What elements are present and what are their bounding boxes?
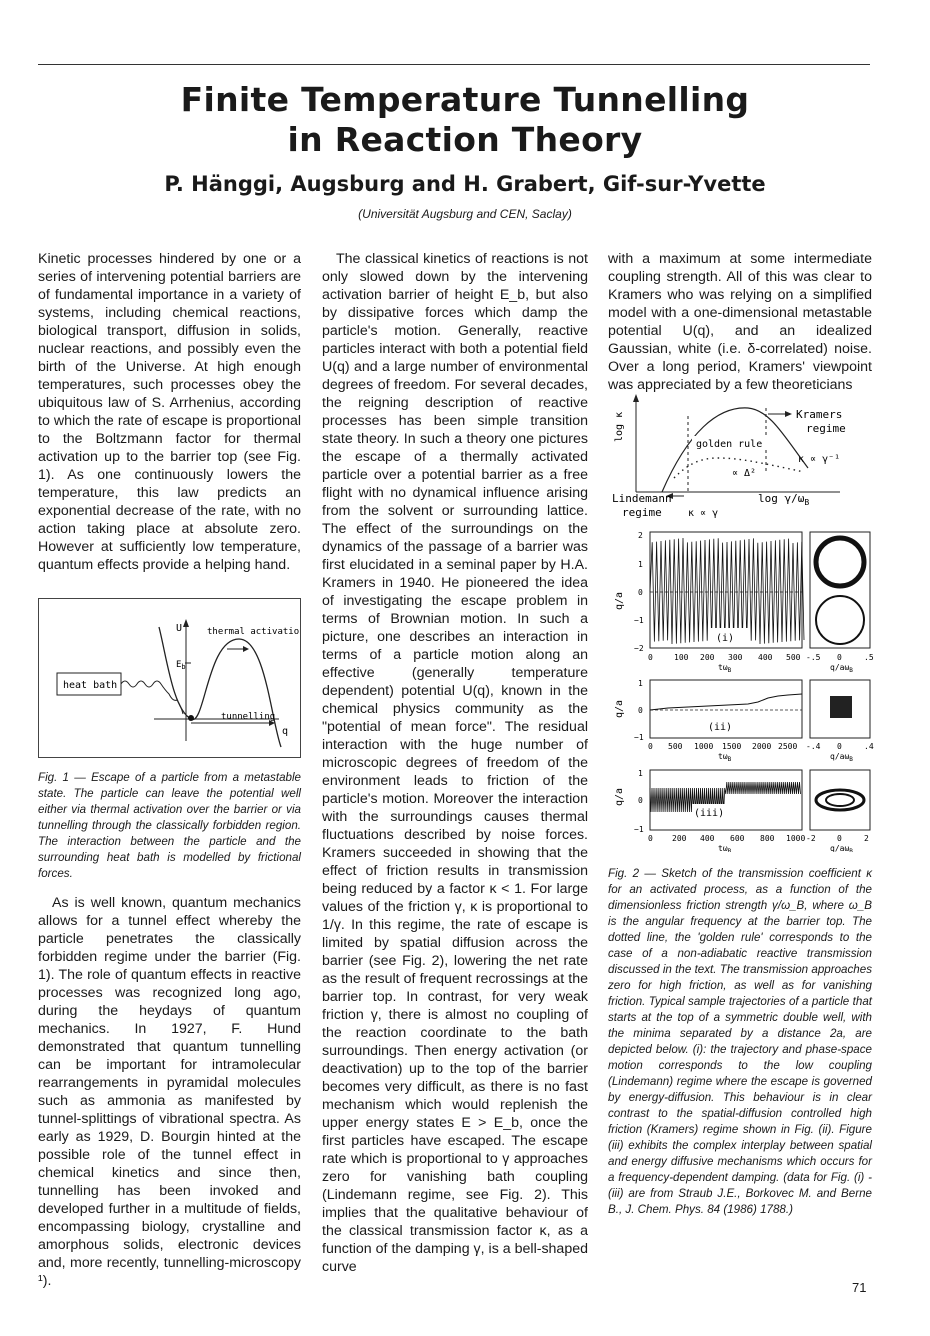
panel-i-ytick: 1: [638, 560, 643, 569]
column-1-continued: [38, 894, 301, 1290]
figure-2-diagram: [608, 392, 884, 852]
column-2: [322, 250, 588, 1276]
panel-iii-xtick: 1000: [786, 834, 806, 843]
figure-1-caption: Fig. 1 — Escape of a particle from a metastable state. The particle can leave the potential well either via thermal activation over the barrier or via tunnelling through the classically forbidden region. The interaction between the particle and the surrounding heat bath is modelled by frictional forces.: [38, 771, 301, 880]
panel-ii-phase-xlabel: $q/a\omega_B$: [830, 752, 853, 763]
panel-iii-xtick: 200: [672, 834, 687, 843]
thermal-activation-label: thermal activation: [207, 627, 300, 637]
panel-iii-xtick: 0: [648, 834, 653, 843]
panel-i-ytick: −1: [634, 616, 644, 625]
panel-ii: [614, 679, 874, 763]
kramers-arrowhead: [785, 411, 792, 417]
panel-iii-phase-xtick: 0: [837, 834, 842, 843]
panel-iii-phase-xlabel: $q/a\omega_B$: [830, 844, 853, 852]
authors: P. Hänggi, Augsburg and H. Grabert, Gif-sur-Yvette: [164, 172, 766, 196]
panel-ii-ytick: 1: [638, 679, 643, 688]
lindemann-label: Lindemann: [612, 492, 672, 505]
panel-ii-phase-xtick: .4: [864, 742, 874, 751]
panel-i-ylabel: q/a: [614, 591, 625, 610]
article-title: [0, 80, 930, 160]
heat-bath-label: heat bath: [63, 680, 118, 691]
panel-i-label: (i): [716, 633, 735, 644]
figure-2-caption: Fig. 2 — Sketch of the transmission coefficient κ for an activated process, as a function of the dimensionless friction strength γ/ω_B, where ω_B is the angular frequency at the barrier top. The dotted line, the 'golden rule' corresponds to the case of a non-adiabatic reactive transmission discussed in the text. The transmission approaches zero for high friction, as well as for vanishing friction. Typical sample trajectories of a particle that starts at the top of a symmetric double well, with the minima separated by a distance 2a, are depicted below. (i): the trajectory and phase-space motion corresponds to the low coupling (Lindemann) regime where the escape is governed by energy-diffusion. This behaviour is in clear contrast to the spatial-diffusion controlled high friction (Kramers) regime shown in Fig. (ii). Figure (iii) exhibits the complex interplay between spatial and energy diffusive mechanisms which occurs for a frequency-dependent damping. (data for Fig. (i) - (iii) are from Straub J.E., Borkovec M. and Berne B., J. Chem. Phys. 84 (1986) 1788.): [608, 867, 872, 1216]
figure-1-diagram: [39, 599, 300, 757]
panel-i-xtick: 300: [728, 653, 743, 662]
panel-iii-xlabel: $t\omega_B$: [718, 844, 732, 852]
panel-i-xtick: 200: [700, 653, 715, 662]
panel-ii-ylabel: q/a: [614, 699, 625, 718]
panel-i-phase-xtick: 0: [837, 653, 842, 662]
panel-i-xlabel: $t\omega_B$: [718, 663, 732, 674]
kappa-axis-arrowhead: [633, 394, 639, 402]
panel-ii-trajectory: [650, 694, 802, 710]
panel-ii-xtick: 0: [648, 742, 653, 751]
lindemann-regime-label: regime: [622, 506, 662, 519]
panel-ii-ytick: 0: [638, 706, 643, 715]
panel-iii-label: (iii): [694, 808, 725, 819]
paragraph: The classical kinetics of reactions is not only slowed down by the intervening activation barrier of height E_b, but also by dissipative forces which damp the particle's motion. Generally, reactive particles interact with both a potential field U(q) and a large number of environmental degrees of freedom. For several decades, the reigning description of reactive processes has been simple transition state theory. In such a theory one pictures the escape of a thermally activated particle over a potential barrier as a free flight with no dynamical influence arising from the solvent or surrounding lattice. The effect of the surroundings on the dynamics of the passage of a barrier was first elucidated in a seminal paper by H.A. Kramers in 1940. He pioneered the idea of investigating the escape problem in terms of Brownian motion. In such a picture, one describes an interaction in terms of a particle motion along an effective (generally temperature dependent) potential U(q), known in the chemical physics community as the "potential of mean force". The residual interaction with the huge number of microscopic degrees of freedom of the environment leads to friction of the particle's motion. Moreover the interaction with the surroundings causes thermal fluctuations described by noise forces. Kramers succeeded in showing that the effect of friction results in transmission being reduced by a factor κ < 1. For large values of the friction γ, κ is proportional to 1/γ. In this regime, the rate of escape is limited by spatial diffusion across the barrier (see Fig. 2), lowering the net rate as the result of frequent recrossings at the barrier top. In contrast, for very weak friction γ, there is almost no coupling of the reaction coordinate to the bath surroundings. Then energy activation (or deactivation) up to the top of the barrier becomes very difficult, as there is no fast mechanism which would replenish the upper energy states E > E_b, once the first particles have escaped. The escape rate which is proportional to γ approaches zero for vanishing bath coupling (Lindemann regime, see Fig. 2). This implies that the qualitative behaviour of the classical transmission factor κ, as a function of the damping γ, is a bell-shaped curve: [322, 251, 588, 1275]
panel-iii-xtick: 400: [700, 834, 715, 843]
panel-i-phase-xtick: .5: [864, 653, 874, 662]
u-label: U: [176, 623, 183, 634]
eb-label: $E_b$: [176, 660, 186, 671]
panel-ii-xtick: 2000: [752, 742, 772, 751]
panel-ii-xtick: 2500: [778, 742, 798, 751]
panel-iii-phase-xtick: 2: [864, 834, 869, 843]
paragraph: As is well known, quantum mechanics allows for a tunnel effect whereby the particle penetrates the classically forbidden regime under the barrier (Fig. 1). The role of quantum effects in reactive processes was recognized long ago, during the heydays of quantum mechanics. In 1927, F. Hund demonstrated that quantum tunnelling can be important for intramolecular rearrangements in pyramidal molecules such as ammonia as manifested by tunnel-splittings of vibrational spectra. As early as 1929, D. Bourgin hinted at the possible role of the tunnel effect in chemical kinetics and since then, tunnelling has been invoked and developed further in a multitude of fields, encompassing biology, crystalline and amorphous solids, electronic devices and, more recently, tunnelling-microscopy ¹).: [38, 895, 301, 1289]
panel-i-ytick: 0: [638, 588, 643, 597]
panel-iii-xtick: 600: [730, 834, 745, 843]
column-3: [608, 250, 872, 394]
panel-iii-xtick: 800: [760, 834, 775, 843]
top-rule: [38, 64, 870, 65]
log-kappa-label: log κ: [614, 411, 625, 442]
panel-ii-label: (ii): [708, 722, 733, 733]
panel-iii-phase-orbit-inner: [826, 794, 854, 806]
panel-iii-ytick: −1: [634, 825, 644, 834]
panel-ii-phase-xtick: -.4: [806, 742, 821, 751]
panel-i-xtick: 400: [758, 653, 773, 662]
tunnelling-label: tunnelling: [221, 712, 276, 722]
lindemann-scaling-label: κ ∝ γ: [688, 508, 719, 519]
panel-iii-ylabel: q/a: [614, 787, 625, 806]
potential-curve: [159, 627, 281, 747]
panel-i-phase-xtick: -.5: [806, 653, 821, 662]
panel-ii-phase-cloud: [830, 696, 852, 718]
panel-ii-xtick: 1000: [694, 742, 714, 751]
panel-ii-xtick: 500: [668, 742, 683, 751]
panel-i-xtick: 500: [786, 653, 801, 662]
panel-iii-ytick: 0: [638, 796, 643, 805]
panel-ii-ytick: −1: [634, 733, 644, 742]
affiliation: (Universität Augsburg and CEN, Saclay): [358, 207, 572, 221]
panel-i-phase-orbit-upper: [816, 538, 864, 586]
panel-ii-phase-xtick: 0: [837, 742, 842, 751]
u-axis-arrowhead: [183, 619, 189, 627]
coupling-spring: [121, 681, 183, 714]
panel-i-ytick: −2: [634, 644, 644, 653]
panel-iii-phase-xtick: -2: [806, 834, 816, 843]
figure-2: [608, 392, 884, 852]
kramers-scaling-label: κ ∝ γ⁻¹: [798, 454, 841, 465]
title-line-2: in Reaction Theory: [287, 120, 643, 159]
panel-i-ytick: 2: [638, 531, 643, 540]
panel-i: [614, 531, 874, 674]
panel-i-xtick: 100: [674, 653, 689, 662]
figure-1: [38, 598, 301, 758]
panel-i-phase-orbit-lower: [816, 596, 864, 644]
panel-i-xtick: 0: [648, 653, 653, 662]
panel-ii-xlabel: $t\omega_B$: [718, 752, 732, 763]
kramers-regime-label: regime: [806, 422, 846, 435]
delta-squared-label: ∝ Δ²: [732, 468, 757, 479]
golden-rule-label: golden rule: [696, 439, 763, 450]
panel-i-phase-xlabel: $q/a\omega_B$: [830, 663, 853, 674]
paragraph: with a maximum at some intermediate coupling strength. All of this was clear to Kramers who was relying on a simplified model with a one-dimensional metastable potential U(q), and an idealized Gaussian, white (i.e. δ-correlated) noise. Over a long period, Kramers' viewpoint was appreciated by a few theoreticians: [608, 251, 872, 393]
log-gamma-label: $\log \gamma/\omega_B$: [758, 492, 810, 507]
particle: [188, 715, 194, 721]
panel-iii-phase-frame: [810, 770, 870, 830]
panel-iii-ytick: 1: [638, 769, 643, 778]
q-label: q: [282, 726, 289, 737]
column-1-intro: [38, 250, 301, 574]
kramers-label: Kramers: [796, 408, 843, 421]
paragraph: Kinetic processes hindered by one or a series of intervening potential barriers are of fundamental importance in a variety of systems, including chemical reactions, biological transport, diffusion in solids, nuclear reactions, and possibly even the birth of the Universe. At high enough temperatures, such processes obey the ubiquitous law of S. Arrhenius, according to which the rate of escape is proportional to the Boltzmann factor for thermal activation up to the barrier top (see Fig. 1). As one continuously lowers the temperature, this law predicts an exponential decrease of the rate, with no action taking place at absolute zero. However at sufficiently low temperature, quantum effects provide a helping hand.: [38, 251, 301, 573]
page-number: 71: [852, 1280, 867, 1295]
title-line-1: Finite Temperature Tunnelling: [180, 80, 750, 119]
panel-iii: [614, 769, 870, 852]
panel-ii-xtick: 1500: [722, 742, 742, 751]
activation-arrowhead: [243, 646, 249, 652]
